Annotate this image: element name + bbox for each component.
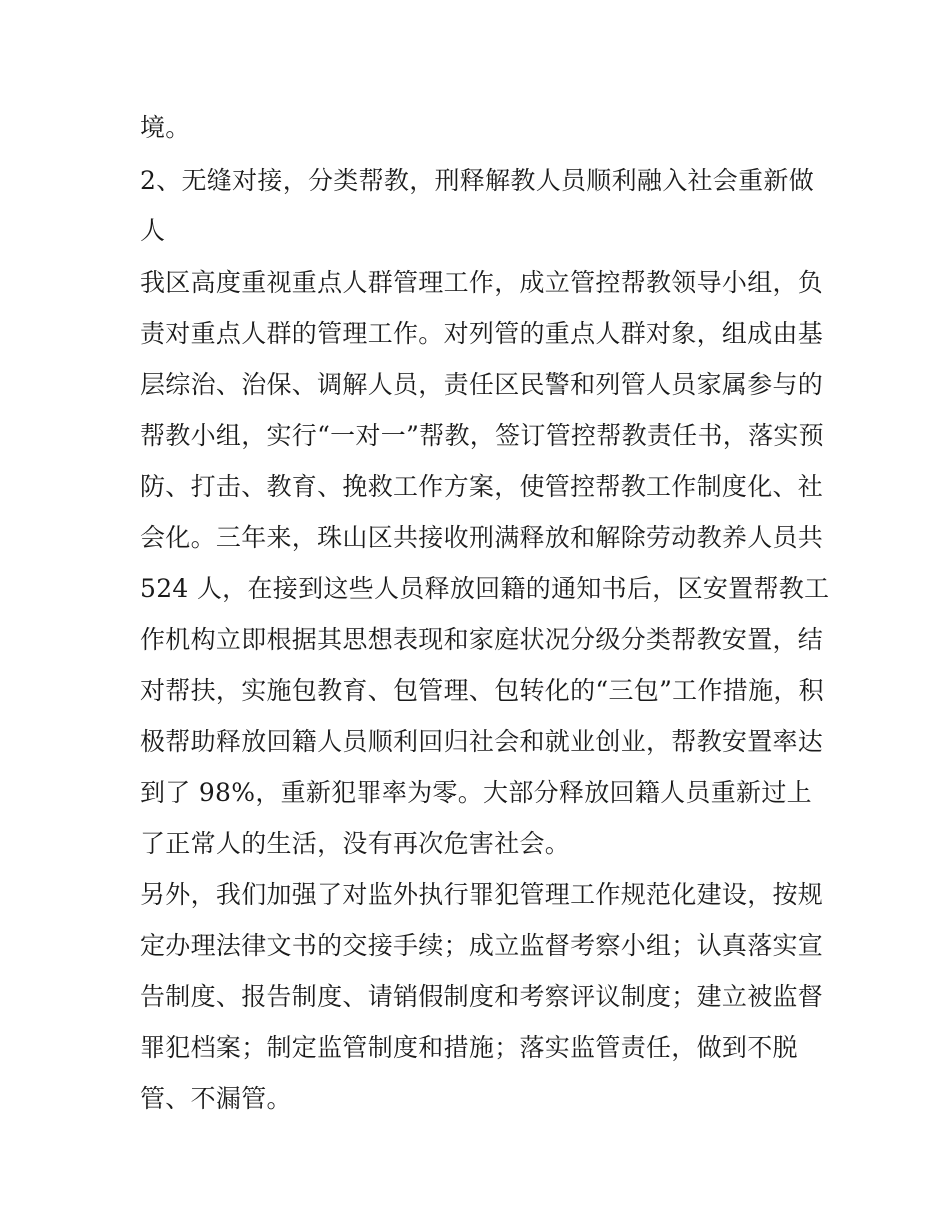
text-line: 告制度、报告制度、请销假制度和考察评议制度；建立被监督 [140,982,824,1011]
section-heading-continued: 人 [140,216,166,245]
text-line: 我区高度重视重点人群管理工作，成立管控帮教领导小组，负 [140,268,824,297]
text-line: 帮教小组，实行“一对一”帮教，签订管控帮教责任书，落实预 [140,421,824,450]
text-line: 极帮助释放回籍人员顺利回归社会和就业创业，帮教安置率达 [140,727,824,756]
text-line: 会化。三年来，珠山区共接收刑满释放和解除劳动教养人员共 [140,523,824,552]
text-line: 管、不漏管。 [140,1084,292,1113]
text-line: 另外，我们加强了对监外执行罪犯管理工作规范化建设，按规 [140,880,824,909]
text-line: 层综治、治保、调解人员，责任区民警和列管人员家属参与的 [140,370,824,399]
text-line: 对帮扶，实施包教育、包管理、包转化的“三包”工作措施，积 [140,676,824,705]
text-line: 防、打击、教育、挽救工作方案，使管控帮教工作制度化、社 [140,472,824,501]
text-line: 境。 [140,113,191,142]
text-line: 524 人，在接到这些人员释放回籍的通知书后，区安置帮教工 [140,574,830,603]
text-line: 责对重点人群的管理工作。对列管的重点人群对象，组成由基 [140,319,824,348]
text-line: 了正常人的生活，没有再次危害社会。 [140,829,571,858]
section-heading: 2、无缝对接，分类帮教，刑释解教人员顺利融入社会重新做 [140,166,815,195]
text-line: 定办理法律文书的交接手续；成立监督考察小组；认真落实宣 [140,931,824,960]
text-line: 到了 98%，重新犯罪率为零。大部分释放回籍人员重新过上 [140,778,812,807]
text-line: 罪犯档案；制定监管制度和措施；落实监管责任，做到不脱 [140,1033,798,1062]
text-line: 作机构立即根据其思想表现和家庭状况分级分类帮教安置，结 [140,625,824,654]
